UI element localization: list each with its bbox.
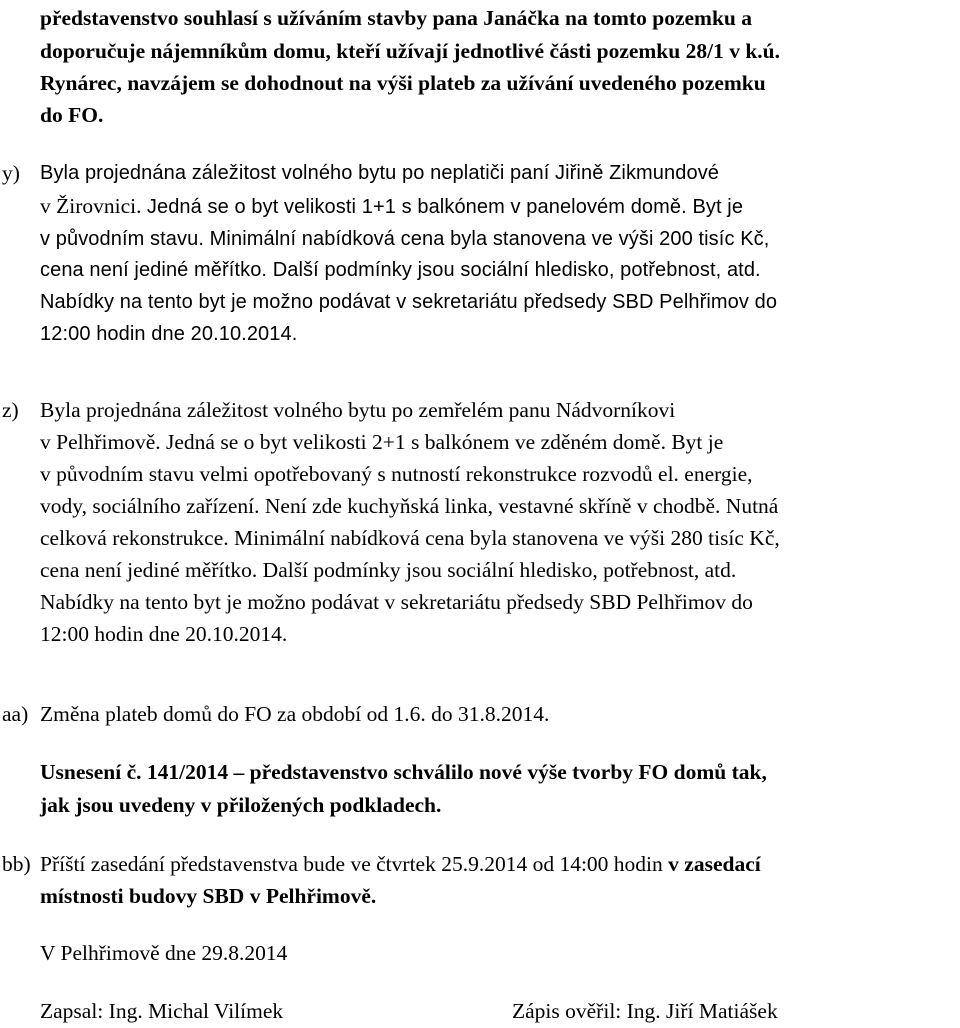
item-y-line-3-start: v původním stavu. — [40, 228, 205, 250]
item-y-label: y) — [2, 161, 20, 185]
item-y-line-2-start: v Žirovnici. — [40, 194, 147, 218]
item-y-line-6: 12:00 hodin dne 20.10.2014. — [40, 323, 298, 345]
item-y-line-2-end: Byt je — [686, 196, 744, 218]
item-z-line-1: Byla projednána záležitost volného bytu po zemřelém panu Nádvorníkovi — [40, 398, 676, 422]
item-z-line-2: v Pelhřimově. Jedná se o byt velikosti 2+1 s balkónem ve zděném domě. Byt je — [40, 430, 724, 454]
item-y-line-3 — [40, 222, 769, 254]
verified-by: Zápis ověřil: Ing. Jiří Matiášek — [512, 999, 778, 1023]
intro-line-4: do FO. — [40, 103, 104, 127]
item-y-line-3-end: Minimální nabídková cena byla stanovena ve výši 200 tisíc Kč, — [204, 228, 770, 250]
item-aa-text: Změna plateb domů do FO za období od 1.6. do 31.8.2014. — [40, 702, 550, 726]
item-bb-line-1-normal: Příští zasedání představenstva bude ve čtvrtek 25.9.2014 od 14:00 hodin — [40, 852, 669, 876]
item-y-line-4: cena není jediné měřítko. Další podmínky jsou sociální hledisko, potřebnost, atd. — [40, 259, 761, 281]
item-bb-label: bb) — [2, 852, 31, 876]
item-y-line-2 — [40, 190, 743, 222]
item-z-line-3: v původním stavu velmi opotřebovaný s nutností rekonstrukce rozvodů el. energie, — [40, 462, 753, 486]
item-aa-label: aa) — [2, 702, 29, 726]
intro-line-2: doporučuje nájemníkům domu, kteří užívají jednotlivé části pozemku 28/1 v k.ú. — [40, 39, 780, 63]
recorded-by: Zapsal: Ing. Michal Vilímek — [40, 999, 284, 1023]
item-z-line-4: vody, sociálního zařízení. Není zde kuchyňská linka, vestavné skříně v chodbě. Nutná — [40, 494, 779, 518]
item-y-line-1: Byla projednána záležitost volného bytu po neplatiči paní Jiřině Zikmundové — [40, 162, 720, 184]
item-z-line-8: 12:00 hodin dne 20.10.2014. — [40, 622, 288, 646]
item-bb-line-2: místnosti budovy SBD v Pelhřimově. — [40, 884, 377, 908]
item-bb-line-1 — [40, 848, 761, 880]
intro-line-1: představenstvo souhlasí s užíváním stavby pana Janáčka na tomto pozemku a — [40, 6, 752, 30]
item-y-line-2-middle: Jedná se o byt velikosti 1+1 s balkónem v panelovém domě. — [146, 196, 687, 218]
item-z-label: z) — [2, 398, 19, 422]
item-z-line-6: cena není jediné měřítko. Další podmínky jsou sociální hledisko, potřebnost, atd. — [40, 558, 737, 582]
resolution-line-2: jak jsou uvedeny v přiložených podkladech. — [40, 793, 442, 817]
item-z-line-7: Nabídky na tento byt je možno podávat v sekretariátu předsedy SBD Pelhřimov do — [40, 590, 753, 614]
item-z-line-5: celková rekonstrukce. Minimální nabídková cena byla stanovena ve výši 280 tisíc Kč, — [40, 526, 780, 550]
resolution-line-1: Usnesení č. 141/2014 – představenstvo schválilo nové výše tvorby FO domů tak, — [40, 760, 767, 784]
item-y-line-5: Nabídky na tento byt je možno podávat v sekretariátu předsedy SBD Pelhřimov do — [40, 291, 778, 313]
item-bb-line-1-bold: v zasedací — [668, 852, 761, 876]
place-date: V Pelhřimově dne 29.8.2014 — [40, 941, 288, 965]
intro-line-3: Rynárec, navzájem se dohodnout na výši plateb za užívání uvedeného pozemku — [40, 71, 766, 95]
